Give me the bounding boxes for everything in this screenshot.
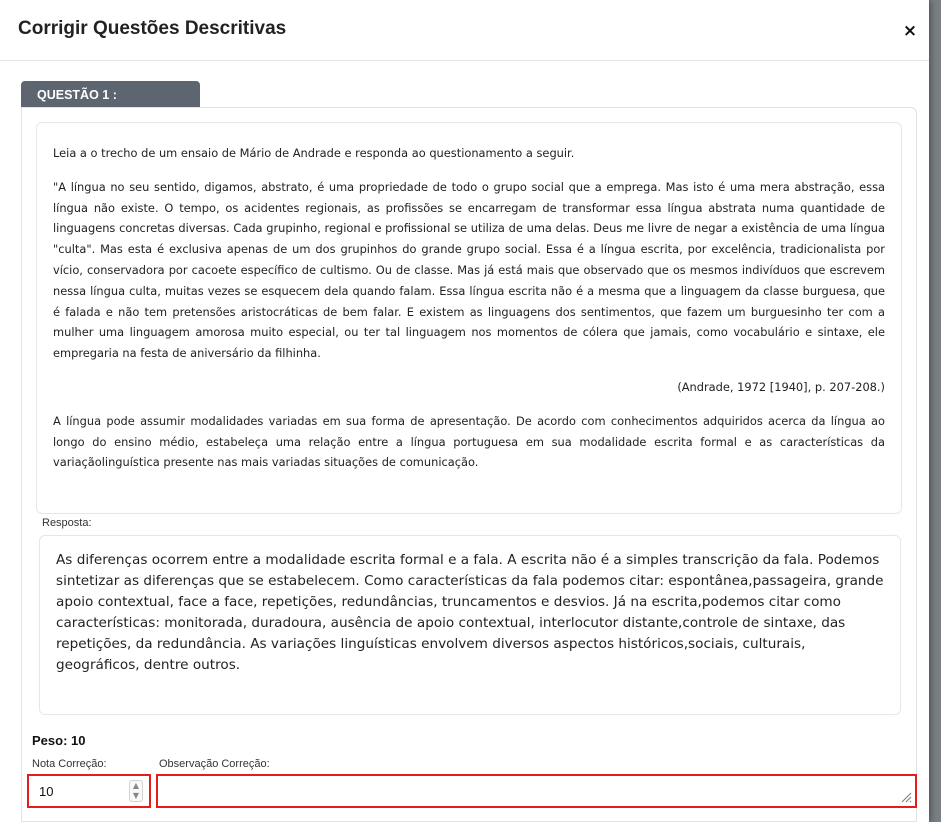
background-overlay (929, 0, 941, 822)
answer-label: Resposta: (42, 517, 92, 529)
chevron-up-icon[interactable]: ▲ (132, 781, 140, 790)
question-statement (36, 122, 902, 514)
question-intro: Leia a o trecho de um ensaio de Mário de Andrade e responda ao questionamento a seguir. (53, 146, 575, 160)
grade-field-highlight (27, 774, 151, 808)
question-citation: (Andrade, 1972 [1940], p. 207-208.) (677, 379, 885, 394)
question-tab[interactable]: QUESTÃO 1 : (21, 81, 200, 107)
observation-label: Observação Correção: (159, 758, 270, 770)
weight-label: Peso: 10 (32, 733, 86, 748)
close-button[interactable] (899, 20, 921, 42)
grade-label: Nota Correção: (32, 758, 107, 770)
chevron-down-icon[interactable]: ▼ (132, 791, 140, 800)
observation-textarea[interactable] (160, 778, 904, 808)
modal-body (4, 64, 925, 822)
answer-text: As diferenças ocorrem entre a modalidade escrita formal e a fala. A escrita não é a simples transcrição da fala. Podemos sintetizar as diferenças que se estabelecem. Como características da fala podemos citar: espontânea,passageira, grande apoio contextual, face a face, repetições, redundâncias, truncamentos e desvios. Já na escrita,podemos citar como características: monitorada, duradoura, ausência de apoio contextual, interlocutor distante,controle de sintaxe, das repetições, da redundância. As variações linguísticas envolvem diversos aspectos históricos,sociais, culturais, geográficos, dentre outros. (56, 552, 884, 673)
modal-header (0, 0, 929, 61)
modal-title: Corrigir Questões Descritivas (18, 18, 287, 39)
question-prompt: A língua pode assumir modalidades variadas em sua forma de apresentação. De acordo com conhecimentos adquiridos acerca da língua ao longo do ensino médio, estabeleça uma relação entre a língua portuguesa em sua modalidade escrita formal e as características da variaçãolinguística presente nas mais variadas situações de comunicação. (53, 413, 885, 470)
answer-box (39, 535, 901, 715)
grade-input[interactable] (33, 779, 135, 803)
question-quote: "A língua no seu sentido, digamos, abstrato, é uma propriedade de todo o grupo social que a emprega. Mas isto é uma mera abstração, essa língua não existe. O tempo, os acidentes regionais, as profissões se encarregam de transformar essa língua abstrata numa quantidade de linguagens concretas diversas. Cada grupinho, regional e profissional se utiliza de uma delas. Deus me livre de negar a existência de uma língua "culta". Mas esta é exclusiva apenas de um dos grupinhos do grande grupo social. Essa é a língua escrita, por excelência, tradicionalista por vício, conservadora por cacoete específico de cultismo. Ou de classe. Mas já está mais que observado que os mesmos indivíduos que escrevem nessa língua culta, muitas vezes se esquecem dela quando falam. Essa língua escrita não é a mesma que a linguagem da classe burguesa, que é falada e não tem pretensões aristocráticas de bem falar. E existem as linguagens dos sentimentos, que fazem um burguesinho ter com a mulher uma linguagem amorosa muito especial, ou ter tal linguagem nos momentos de cólera que jamais, como vocabulário e sintaxe, ele empregaria na festa de aniversário da filhinha. (53, 179, 885, 361)
grade-spinner[interactable] (129, 780, 143, 802)
resize-handle-icon[interactable] (900, 791, 912, 803)
close-icon: × (902, 21, 918, 41)
observation-field-highlight (156, 774, 917, 808)
